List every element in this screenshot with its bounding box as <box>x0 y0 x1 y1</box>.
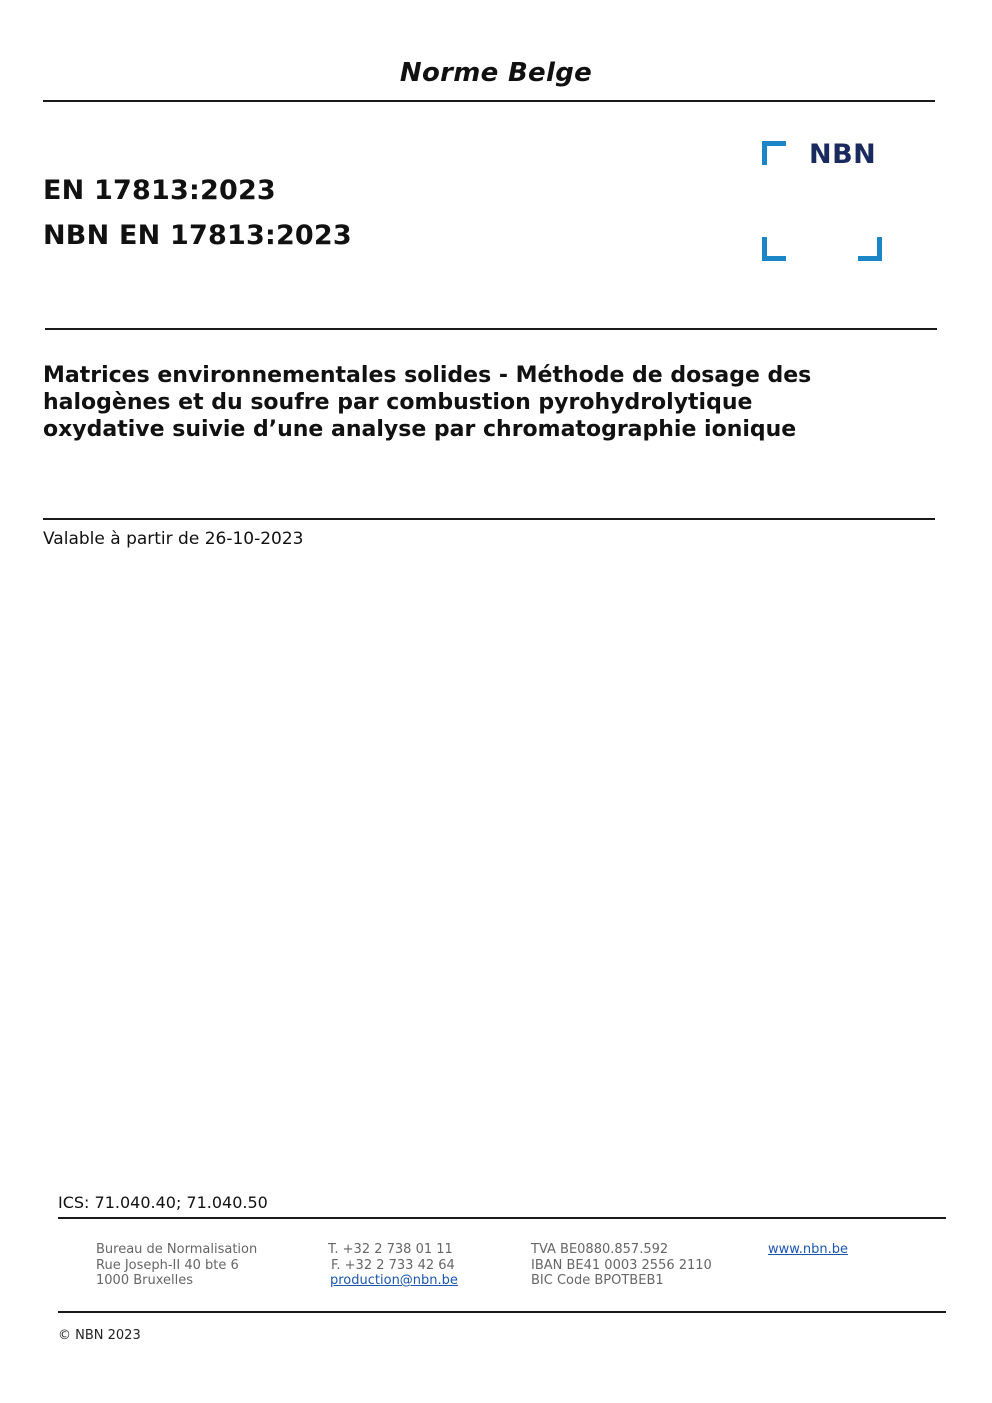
page-header-title: Norme Belge <box>399 58 593 88</box>
section-divider-1 <box>45 328 937 330</box>
footer-website-link[interactable]: www.nbn.be <box>768 1242 848 1257</box>
standard-code-nbn: NBN EN 17813:2023 <box>43 220 352 251</box>
logo-text: NBN <box>809 139 877 170</box>
document-title <box>43 362 923 443</box>
section-divider-2 <box>43 518 935 520</box>
footer-web <box>768 1242 848 1258</box>
footer-bic: BIC Code BPOTBEB1 <box>531 1273 664 1288</box>
ics-codes: ICS: 71.040.40; 71.040.50 <box>58 1193 268 1212</box>
footer-divider-top <box>58 1217 946 1219</box>
logo-bracket-bottom-right <box>858 237 880 259</box>
document-title-line: Matrices environnementales solides - Méthode de dosage des <box>43 363 812 388</box>
footer-phone: T. +32 2 738 01 11 <box>328 1242 453 1257</box>
nbn-logo <box>762 141 886 265</box>
footer-divider-bottom <box>58 1311 946 1313</box>
footer-address-line: Rue Joseph-II 40 bte 6 <box>96 1257 239 1273</box>
logo-bracket-top-left <box>765 144 787 166</box>
document-title-line: oxydative suivie d’une analyse par chromatographie ionique <box>43 417 797 442</box>
footer-bank <box>531 1242 712 1289</box>
footer-address-line: Bureau de Normalisation <box>96 1242 258 1257</box>
header-divider <box>43 100 935 102</box>
footer-address <box>96 1242 257 1289</box>
logo-bracket-bottom-left <box>765 237 787 259</box>
validity-date: Valable à partir de 26-10-2023 <box>43 529 304 549</box>
footer-iban: IBAN BE41 0003 2556 2110 <box>531 1257 712 1273</box>
footer-contact <box>328 1242 458 1289</box>
footer-fax: F. +32 2 733 42 64 <box>331 1257 455 1273</box>
footer-email-link[interactable]: production@nbn.be <box>330 1273 458 1288</box>
footer-tva: TVA BE0880.857.592 <box>531 1242 669 1257</box>
document-title-line: halogènes et du soufre par combustion pyrohydrolytique <box>43 390 753 415</box>
footer-address-line: 1000 Bruxelles <box>96 1273 194 1288</box>
copyright: © NBN 2023 <box>58 1328 141 1343</box>
standard-code-en: EN 17813:2023 <box>43 175 276 206</box>
